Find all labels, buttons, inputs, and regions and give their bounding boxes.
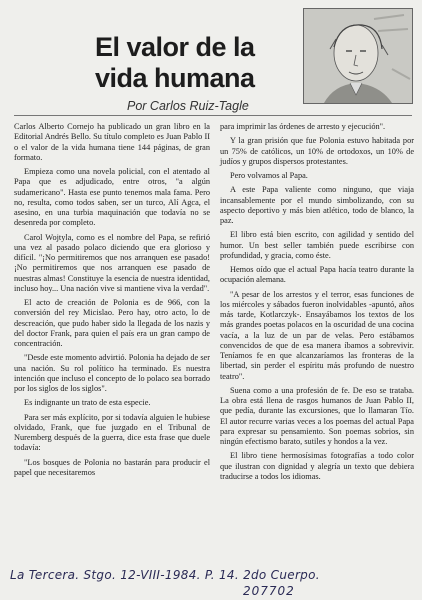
paragraph: El libro está bien escrito, con agilidad y sentido del humor. Un best seller también puede escribirse con profundidad, y gracia, como éste. (220, 230, 414, 260)
byline: Por Carlos Ruiz-Tagle (127, 99, 249, 113)
author-portrait-photo (303, 8, 413, 104)
handwritten-catalog-number: 207702 (243, 584, 295, 598)
paragraph: para imprimir las órdenes de arresto y ejecución". (220, 122, 386, 131)
article-title (95, 32, 300, 94)
paragraph: Para ser más explícito, por si todavía alguien le hubiese olvidado, Frank, que fue juzgado en el Tribunal de Nuremberg después de la guerra, dice esta frase que duele todavía: (14, 412, 210, 453)
paragraph: "A pesar de los arrestos y el terror, esas funciones de los miércoles y sábados fueron inolvidables -apuntó, años más tarde, Kotlarczyk-. Ensayábamos los textos de los más grandes poetas polacos en la oscuridad de una cocina vacía, a la luz de un par de velas. Pero estábamos convencidos de que de esa manera íbamos a sobrevivir. Teníamos fe en que alcanzaríamos las fronteras de la libertad, sin perder el espíritu más profundo de nuestro teatro". (220, 289, 414, 381)
paragraph: Y la gran prisión que fue Polonia estuvo habitada por un 75% de católicos, un 10% de ortodoxos, un 10% de judíos y grupos dispersos protestantes. (220, 136, 414, 166)
paragraph: El libro tiene hermosísimas fotografías a todo color que ilustran con dignidad y alegría un texto que debiera traducirse a todos los idiomas. (220, 451, 414, 481)
article-column-left (14, 122, 210, 482)
paragraph: "Desde este momento advirtió. Polonia ha dejado de ser una nación. Su rol político ha terminado. Es nuestra intención que incluso el concepto de lo polaco sea borrado por los siglos de los siglos". (14, 353, 210, 393)
paragraph: Pero volvamos al Papa. (230, 171, 308, 180)
paragraph: Hemos oído que el actual Papa hacía teatro durante la ocupación alemana. (220, 265, 414, 285)
paragraph: El acto de creación de Polonia es de 966, con la conversión del rey Micislao. Pero hay, otro acto, lo de descreación, que pudo haber sido la llegada de los nazis y del doctor Frank, para quien el país era un gran campo de concentración. (14, 298, 210, 348)
portrait-image (304, 9, 412, 103)
header-divider (14, 115, 412, 116)
paragraph: "Los bosques de Polonia no bastarán para producir el papel que necesitaremos (14, 457, 210, 477)
handwritten-source-note: La Tercera. Stgo. 12-VIII-1984. P. 14. 2do Cuerpo. (10, 568, 320, 582)
paragraph: Carlos Alberto Cornejo ha publicado un gran libro en la Editorial Andrés Bello. Su título completo es Juan Pablo II o el valor de la vida humana tiene 144 páginas, de gran formato. (14, 122, 210, 162)
title-line-2: vida humana (95, 63, 255, 93)
paragraph: Es indignante un trato de esta especie. (24, 398, 151, 408)
paragraph: A este Papa valiente como ninguno, que viaja incansablemente por el mundo simbolizando, con su aspecto deportivo y más bien atlético, todo de blanco, la paz. (220, 185, 414, 225)
title-line-1: El valor de la (95, 32, 255, 62)
article-column-right (220, 122, 414, 486)
paragraph: Empieza como una novela policial, con el atentado al Papa que es adjudicado, entre otros, "a algún sudamericano". Hasta ese punto tenemos mala fama. Pero no, resulta, como todos saben, ser un turco, Alí Agca, el asesino, en una turbia maquinación que todavía no se desenreda por completo. (14, 167, 210, 228)
paragraph: Carol Wojtyla, como es el nombre del Papa, se refirió una vez al pasado polaco diciendo que era glorioso y difícil. "¡No permitiremos que nos arranquen ese pasado! ¡No permitiremos que nos arranquen ese pasado de nuestras almas! Constituye la esencia de nuestra identidad, incluso hoy... Una nación vive si mantiene viva la verdad". (14, 232, 210, 293)
paragraph: Suena como a una profesión de fe. De eso se trataba. La obra está llena de rasgos humanos de Juan Pablo II, que pedía, durante las excursiones, que lo llamaran Tío. El autor recurre varias veces a los poemas del actual Papa para expresar su pensamiento. Son poemas sobrios, sin ningún efectismo barato, sutiles y hondos a la vez. (220, 385, 414, 446)
